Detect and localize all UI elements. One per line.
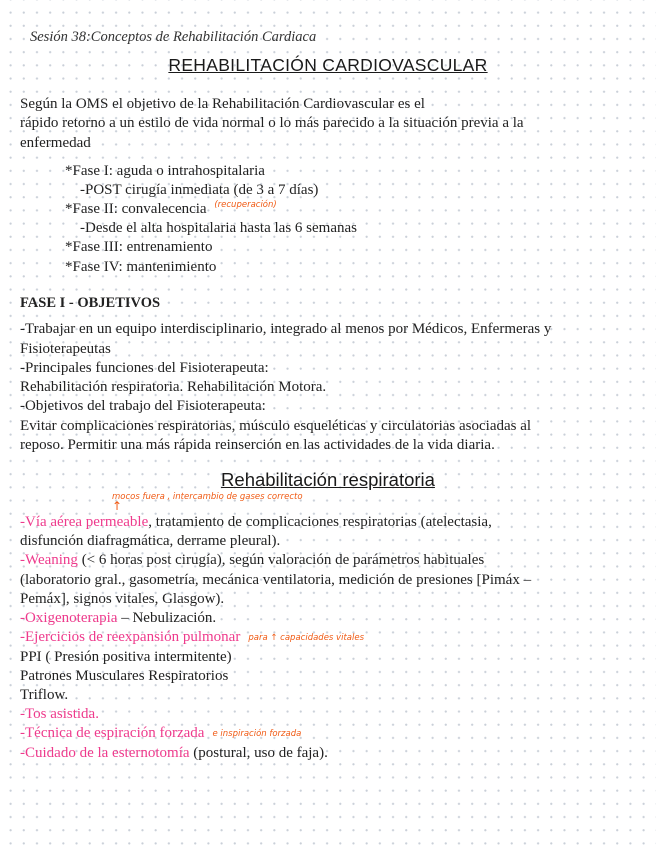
weaning-line-3: Pemáx], signos vitales, Glasgow). <box>20 591 225 607</box>
oxi-rest: – Nebulización. <box>117 610 217 626</box>
patrones-line: Patrones Musculares Respiratorios <box>20 668 229 684</box>
respiratoria-title-text: Rehabilitación respiratoria <box>221 469 435 490</box>
objetivos-line-4: Rehabilitación respiratoria. Rehabilitación Motora. <box>20 379 327 395</box>
via-line-2: disfunción diafragmática, derrame pleural). <box>20 533 281 549</box>
phase-1-detail: -POST cirugía inmediata (de 3 a 7 días) <box>80 182 319 198</box>
phase-2-detail: -Desde el alta hospitalaria hasta las 6 semanas <box>80 220 357 236</box>
weaning-rest: (< 6 horas post cirugía), según valoración de parámetros habituales <box>77 552 485 568</box>
ejer-note: para ↑ capacidades vitales <box>248 633 365 643</box>
ejer-line <box>20 628 365 649</box>
oxi-highlight: -Oxigenoterapia <box>20 610 118 626</box>
arrow-up-icon: ↑ <box>112 499 123 513</box>
phase-2-label: *Fase II: convalecencia <box>65 201 207 217</box>
ppi-line: PPI ( Presión positiva intermitente) <box>20 649 232 665</box>
phase-4: *Fase IV: mantenimiento <box>65 259 217 275</box>
intro-line-2: rápido retorno a un estilo de vida normal o lo más parecido a la situación previa a la <box>20 115 524 131</box>
ejer-highlight: -Ejercicios de reexpansión pulmonar <box>20 629 241 645</box>
respiratoria-title <box>0 469 656 491</box>
weaning-highlight: -Weaning <box>20 552 78 568</box>
phase-1: *Fase I: aguda o intrahospitalaria <box>65 163 265 179</box>
via-line <box>20 513 492 532</box>
objetivos-line-3: -Principales funciones del Fisioterapeuta: <box>20 360 269 376</box>
cuidado-rest: (postural, uso de faja). <box>189 745 328 761</box>
intro-line-3: enfermedad <box>20 135 91 151</box>
phase-3: *Fase III: entrenamiento <box>65 239 213 255</box>
objetivos-line-1: -Trabajar en un equipo interdisciplinario, integrado al menos por Médicos, Enfermeras y <box>20 321 552 337</box>
cuidado-line <box>20 744 328 763</box>
session-header: Sesión 38:Conceptos de Rehabilitación Cardiaca <box>30 29 317 45</box>
objetivos-heading: FASE I - OBJETIVOS <box>20 295 161 311</box>
phase-2-note: (recuperación) <box>214 200 277 210</box>
objetivos-line-2: Fisioterapeutas <box>20 341 111 357</box>
tecnica-line <box>20 724 302 745</box>
objetivos-line-5: -Objetivos del trabajo del Fisioterapeuta: <box>20 398 266 414</box>
triflow-line: Triflow. <box>20 687 69 703</box>
phase-2 <box>65 200 277 221</box>
oxi-line <box>20 609 216 628</box>
objetivos-line-7: reposo. Permitir una más rápida reinserción en las actividades de la vida diaria. <box>20 437 495 453</box>
weaning-line-2: (laboratorio gral., gasometría, mecánica ventilatoria, medición de presiones [Pimáx – <box>20 572 532 588</box>
intro-line-1: Según la OMS el objetivo de la Rehabilitación Cardiovascular es el <box>20 96 425 112</box>
main-title: REHABILITACIÓN CARDIOVASCULAR <box>168 55 488 75</box>
via-rest: , tratamiento de complicaciones respiratorias (atelectasia, <box>148 514 492 530</box>
cuidado-highlight: -Cuidado de la esternotomía <box>20 745 190 761</box>
tos-line: -Tos asistida. <box>20 706 99 722</box>
tecnica-highlight: -Técnica de espiración forzada <box>20 725 205 741</box>
weaning-line <box>20 551 484 570</box>
via-note: mocos fuera , intercambio de gases correcto <box>112 492 303 502</box>
tecnica-note: e inspiración forzada <box>212 729 302 739</box>
objetivos-line-6: Evitar complicaciones respiratorias, músculo esqueléticas y circulatorias asociadas al <box>20 418 532 434</box>
via-highlight: -Vía aérea permeable <box>20 514 149 530</box>
